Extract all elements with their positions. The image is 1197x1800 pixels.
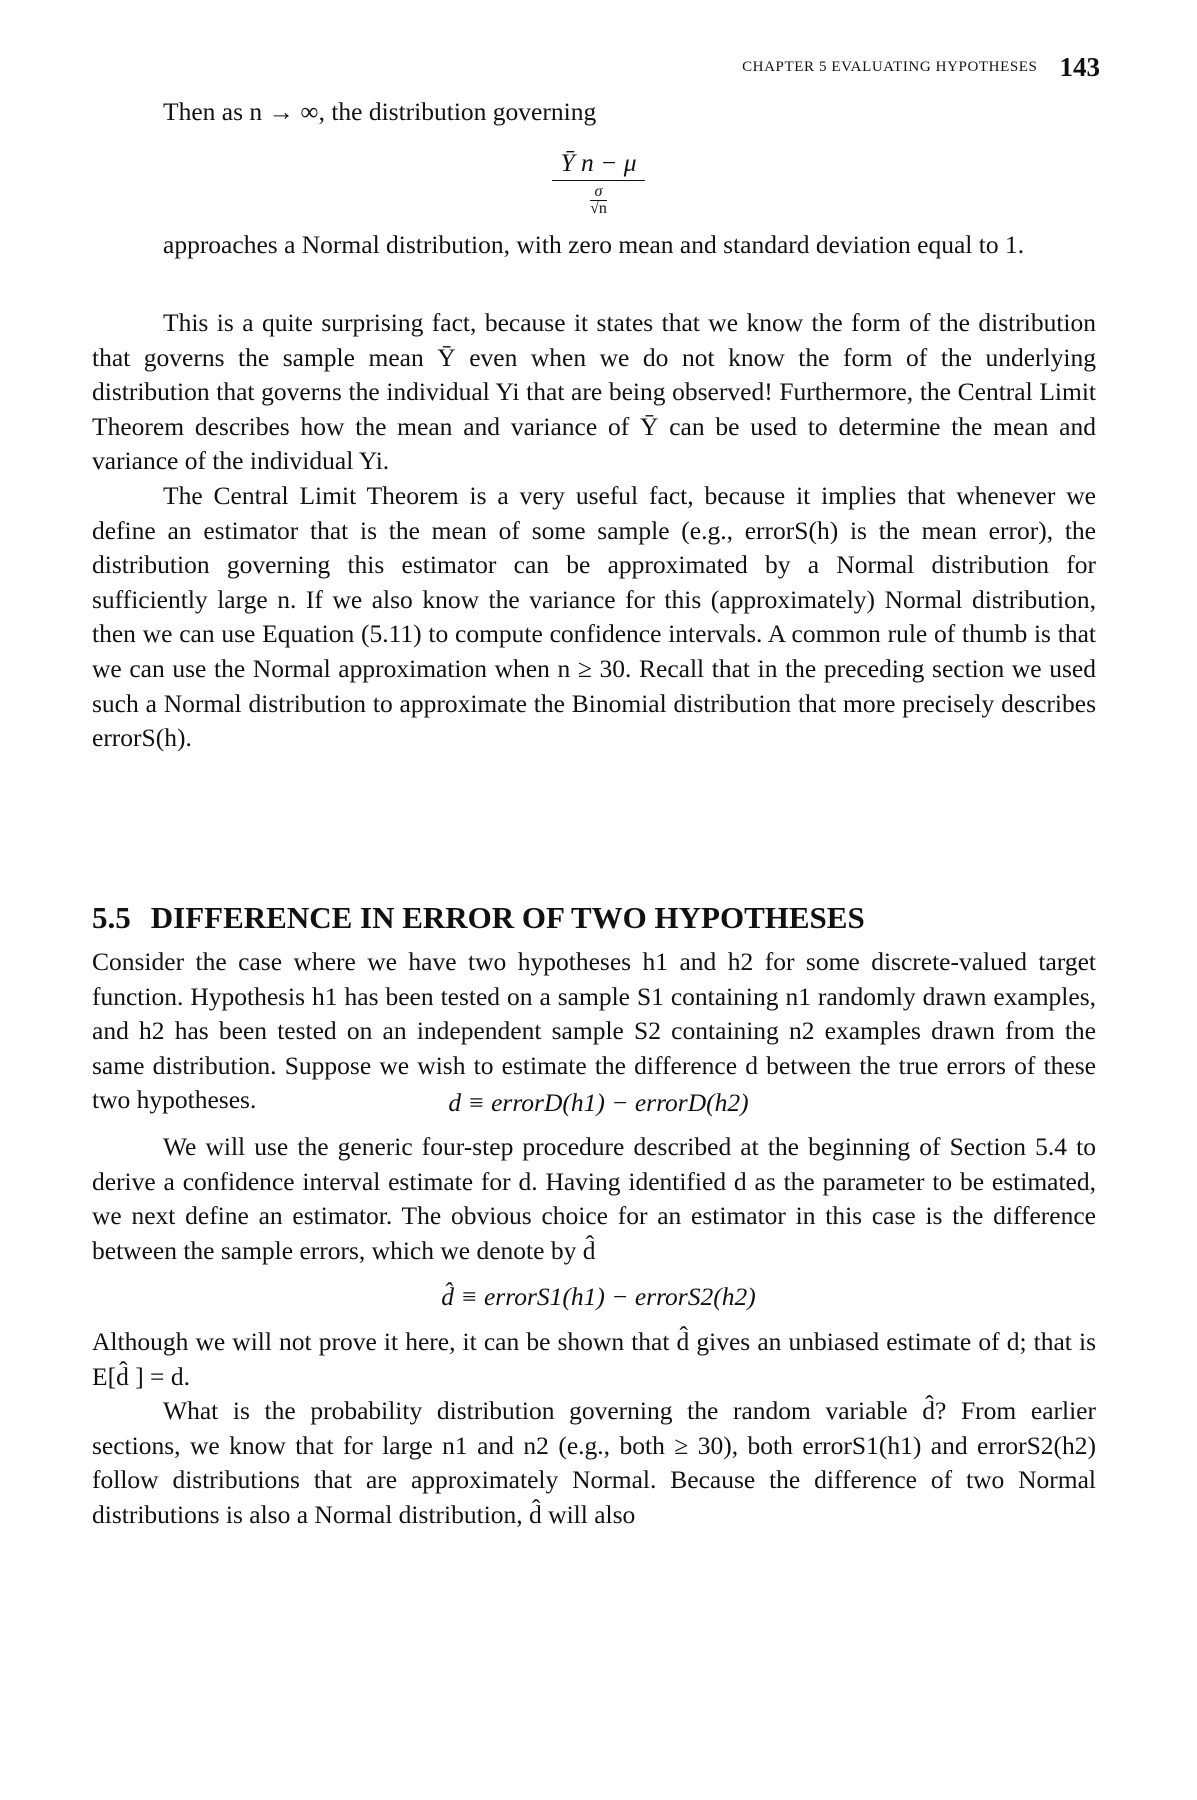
unbiased-section	[92, 1325, 1096, 1533]
paragraph-distribution: What is the probability distribution governing the random variable d̂? From earlier sections, we know that for large n1 and n2 (e.g., both ≥ 30), both errorS1(h1) and errorS2(h2) follow distributions that are approximately Normal. Because the difference of two Normal distributions is also a Normal distribution, d̂ will also	[92, 1396, 1096, 1529]
paragraph-surprising-fact: This is a quite surprising fact, because it states that we know the form of the distribution that governs the sample mean Ȳ even when we do not know the form of the underlying distribution that governs the individual Yi that are being observed! Furthermore, the Central Limit Theorem describes how the mean and variance of Ȳ can be used to determine the mean and variance of the individual Yi.	[92, 308, 1096, 476]
approaches-line	[92, 228, 1096, 263]
chapter-title: CHAPTER 5 EVALUATING HYPOTHESES	[742, 59, 1038, 75]
clt-discussion	[92, 306, 1096, 756]
paragraph-two-hypotheses: Consider the case where we have two hypotheses h1 and h2 for some discrete-valued target function. Hypothesis h1 has been tested on a sample S1 containing n1 randomly drawn examples, and h2 has been tested on an independent sample S2 containing n2 examples drawn from the same distribution. Suppose we wish to estimate the difference d between the true errors of these two hypotheses.	[92, 947, 1096, 1115]
clt-sqrt-n: √n	[590, 199, 607, 217]
estimator-equation: d̂ ≡ errorS1(h1) − errorS2(h2)	[441, 1282, 756, 1311]
approaches-text: approaches a Normal distribution, with zero mean and standard deviation equal to 1.	[163, 230, 1025, 259]
paragraph-clt-useful: The Central Limit Theorem is a very useful fact, because it implies that whenever we define an estimator that is the mean of some sample (e.g., errorS(h) is the mean error), the distribution governing this estimator can be approximated by a Normal distribution for sufficiently large n. If we also know the variance for this (approximately) Normal distribution, then we can use Equation (5.11) to compute confidence intervals. A common rule of thumb is that we can use the Normal approximation when n ≥ 30. Recall that in the preceding section we used such a Normal distribution to approximate the Binomial distribution that more precisely describes errorS(h).	[92, 480, 1096, 753]
section-title: DIFFERENCE IN ERROR OF TWO HYPOTHESES	[150, 900, 865, 935]
estimator-section	[92, 1130, 1096, 1268]
running-head	[640, 52, 1100, 83]
page-number: 143	[1059, 52, 1100, 82]
section-heading	[92, 900, 1096, 936]
intro-text: Then as n → ∞, the distribution governing	[163, 97, 597, 126]
intro-line	[92, 95, 1096, 130]
true-difference-equation: d ≡ errorD(h1) − errorD(h2)	[448, 1088, 749, 1117]
paragraph-four-step: We will use the generic four-step procedure described at the beginning of Section 5.4 to derive a confidence interval estimate for d. Having identified d as the parameter to be estimated, we next define an estimator. The obvious choice for an estimator in this case is the difference between the sample errors, which we denote by d̂	[92, 1132, 1096, 1265]
clt-sigma: σ	[590, 184, 607, 201]
clt-equation	[0, 148, 1197, 217]
section-number: 5.5	[92, 900, 131, 935]
clt-numerator: Ȳ n − μ	[552, 148, 644, 181]
paragraph-unbiased: Although we will not prove it here, it can be shown that d̂ gives an unbiased estimate of d; that is E[d̂ ] = d.	[92, 1327, 1096, 1391]
